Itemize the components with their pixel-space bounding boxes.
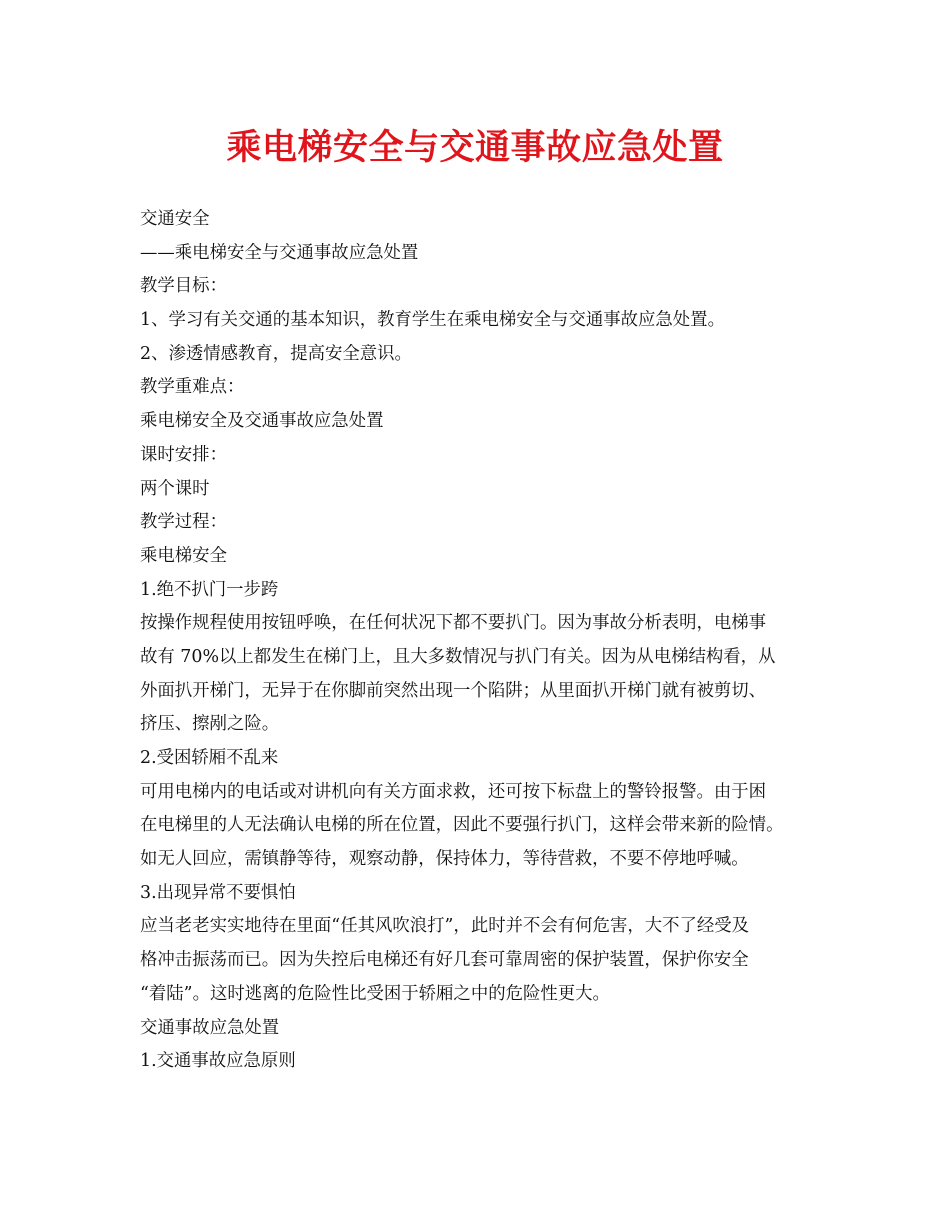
paragraph-line: 挤压、擦剐之险。 bbox=[140, 714, 280, 735]
item-heading: 1.交通事故应急原则 bbox=[140, 1051, 296, 1072]
section-heading: 教学目标： bbox=[140, 276, 227, 297]
paragraph-line: 在电梯里的人无法确认电梯的所在位置，因此不要强行扒门，这样会带来新的险情。 bbox=[140, 815, 784, 836]
paragraph-line: “着陆”。这时逃离的危险性比受困于轿厢之中的危险性更大。 bbox=[140, 983, 610, 1004]
text-line: 乘电梯安全及交通事故应急处置 bbox=[140, 411, 384, 432]
text-line: 两个课时 bbox=[140, 478, 210, 499]
paragraph-line: 故有 70%以上都发生在梯门上，且大多数情况与扒门有关。因为从电梯结构看，从 bbox=[140, 646, 776, 667]
document-body bbox=[140, 203, 816, 1079]
item-heading: 2.受困轿厢不乱来 bbox=[140, 748, 279, 768]
goal-item: 1、学习有关交通的基本知识，教育学生在乘电梯安全与交通事故应急处置。 bbox=[140, 310, 725, 331]
section-heading: 教学重难点： bbox=[140, 377, 245, 398]
paragraph-line: 外面扒开梯门，无异于在你脚前突然出现一个陷阱；从里面扒开梯门就有被剪切、 bbox=[140, 680, 767, 701]
section-heading: 交通事故应急处置 bbox=[140, 1017, 280, 1038]
section-heading: 课时安排： bbox=[140, 444, 227, 465]
section-heading: 乘电梯安全 bbox=[140, 545, 227, 566]
item-heading: 3.出现异常不要惧怕 bbox=[140, 882, 296, 903]
subtitle-line: ——乘电梯安全与交通事故应急处置 bbox=[140, 242, 419, 263]
paragraph-line: 可用电梯内的电话或对讲机向有关方面求救，还可按下标盘上的警铃报警。由于困 bbox=[140, 781, 767, 802]
document-title: 乘电梯安全与交通事故应急处置 bbox=[226, 127, 724, 168]
paragraph-line: 应当老老实实地待在里面“任其风吹浪打”，此时并不会有何危害，大不了经受及 bbox=[140, 916, 750, 937]
paragraph-line: 如无人回应，需镇静等待，观察动静，保持体力，等待营救，不要不停地呼喊。 bbox=[140, 849, 749, 870]
paragraph-line: 按操作规程使用按钮呼唤，在任何状况下都不要扒门。因为事故分析表明，电梯事 bbox=[140, 613, 767, 634]
paragraph-line: 格冲击振荡而已。因为失控后电梯还有好几套可靠周密的保护装置，保护你安全 bbox=[140, 950, 749, 971]
item-heading: 1.绝不扒门一步跨 bbox=[140, 579, 279, 600]
text-line: 交通安全 bbox=[140, 209, 210, 229]
section-heading: 教学过程： bbox=[140, 512, 227, 533]
goal-item: 2、渗透情感教育，提高安全意识。 bbox=[140, 343, 412, 364]
